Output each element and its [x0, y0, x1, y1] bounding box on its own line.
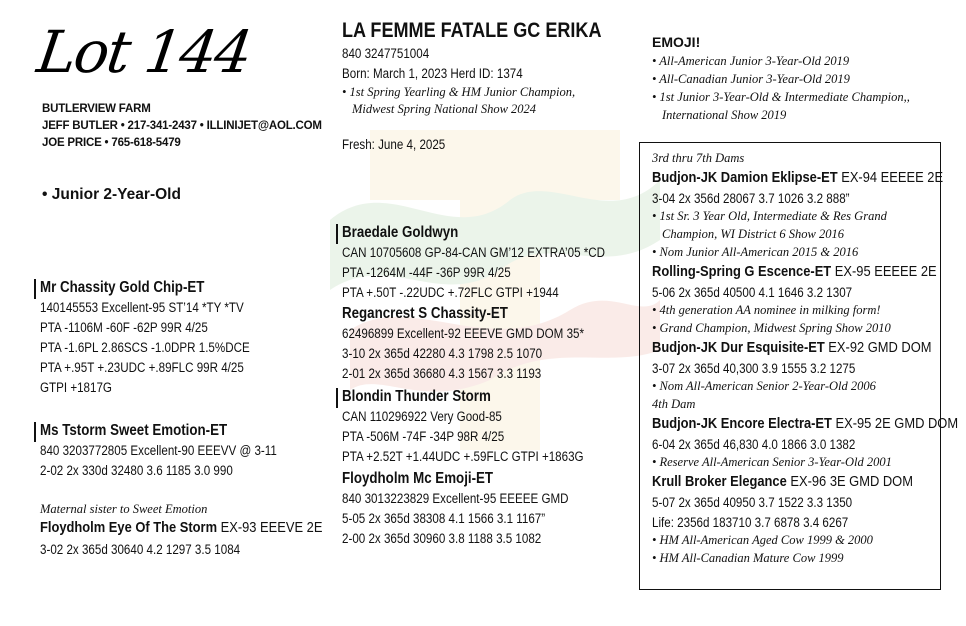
dam5-name: Budjon-JK Dur Esquisite-ET: [652, 339, 825, 356]
chassity-line-2: 3-10 2x 365d 42280 4.3 1798 2.5 1070: [342, 346, 543, 361]
dam4-note-2: • Grand Champion, Midwest Spring Show 2010: [652, 321, 891, 335]
chassity-line-3: 2-01 2x 365d 36680 4.3 1567 3.3 1193: [342, 366, 542, 381]
pedigree-bracket-dam: [34, 422, 36, 442]
dam4-note-1: • 4th generation AA nominee in milking form!: [652, 303, 881, 317]
emoji-line-3: 2-00 2x 365d 30960 3.8 1188 3.5 1082: [342, 531, 542, 546]
dam3-note-2: Champion, WI District 6 Show 2016: [662, 227, 844, 241]
dam5-note-1: • Nom All-American Senior 2-Year-Old 2006: [652, 379, 876, 393]
animal-award-1: • 1st Spring Yearling & HM Junior Champion,: [342, 85, 576, 99]
dam6-score: EX-95 2E GMD DOM: [831, 415, 959, 432]
farm-contact-1: JEFF BUTLER • 217-341-2437 • ILLINIJET@AOL.COM: [42, 120, 322, 132]
sister-line-1: 3-02 2x 365d 30640 4.2 1297 3.5 1084: [40, 542, 241, 557]
goldwyn-name: Braedale Goldwyn: [342, 224, 459, 241]
chassity-line-1: 62496899 Excellent-92 EEEVE GMD DOM 35*: [342, 326, 584, 341]
pedigree-bracket-sire: [34, 279, 36, 299]
dam7-note-1: • HM All-American Aged Cow 1999 & 2000: [652, 533, 873, 547]
dam3-note-3: • Nom Junior All-American 2015 & 2016: [652, 245, 859, 259]
pedigree-bracket-goldwyn: [336, 224, 338, 244]
goldwyn-line-1: CAN 10705608 GP-84-CAN GM’12 EXTRA’05 *CD: [342, 245, 606, 260]
lot-number: Lot 144: [33, 18, 255, 86]
dam6-name: Budjon-JK Encore Electra-ET: [652, 415, 832, 432]
dam7-score: EX-96 3E GMD DOM: [786, 473, 913, 490]
sire-line-2: PTA -1106M -60F -62P 99R 4/25: [40, 320, 208, 335]
emoji-name: Floydholm Mc Emoji-ET: [342, 470, 494, 487]
dam6-note-1: • Reserve All-American Senior 3-Year-Old 2001: [652, 455, 892, 469]
dams-heading: 3rd thru 7th Dams: [652, 151, 745, 165]
dam5-score: EX-92 GMD DOM: [824, 339, 932, 356]
sire-line-5: GTPI +1817G: [40, 380, 112, 395]
storm-line-1: CAN 110296922 Very Good-85: [342, 409, 502, 424]
emoji-line-2: 5-05 2x 365d 38308 4.1 1566 3.1 1167”: [342, 511, 546, 526]
dam3-name: Budjon-JK Damion Eklipse-ET: [652, 169, 838, 186]
dam7-life: Life: 2356d 183710 3.7 6878 3.4 6267: [652, 515, 849, 530]
farm-name: BUTLERVIEW FARM: [42, 103, 151, 115]
dam6-line-1: 6-04 2x 365d 46,830 4.0 1866 3.0 1382: [652, 437, 856, 452]
animal-fresh: Fresh: June 4, 2025: [342, 137, 446, 152]
emoji-award-1: • All-American Junior 3-Year-Old 2019: [652, 54, 850, 68]
emoji-heading: EMOJI!: [652, 34, 701, 50]
animal-award-2: Midwest Spring National Show 2024: [352, 102, 537, 116]
animal-birth: Born: March 1, 2023 Herd ID: 1374: [342, 66, 523, 81]
dam4-score: EX-95 EEEEE 2E: [831, 263, 937, 280]
dam5-line-1: 3-07 2x 365d 40,300 3.9 1555 3.2 1275: [652, 361, 856, 376]
sire-line-4: PTA +.95T +.23UDC +.89FLC 99R 4/25: [40, 360, 244, 375]
farm-contact-2: JOE PRICE • 765-618-5479: [42, 137, 181, 149]
dam4-name: Rolling-Spring G Escence-ET: [652, 263, 832, 280]
sister-name: Floydholm Eye Of The Storm: [40, 519, 218, 536]
dam7-note-2: • HM All-Canadian Mature Cow 1999: [652, 551, 844, 565]
storm-name: Blondin Thunder Storm: [342, 388, 491, 405]
goldwyn-line-3: PTA +.50T -.22UDC +.72FLC GTPI +1944: [342, 285, 559, 300]
dam7-name: Krull Broker Elegance: [652, 473, 787, 490]
storm-line-2: PTA -506M -74F -34P 98R 4/25: [342, 429, 505, 444]
emoji-line-1: 840 3013223829 Excellent-95 EEEEE GMD: [342, 491, 569, 506]
dam-name: Ms Tstorm Sweet Emotion-ET: [40, 422, 228, 439]
emoji-award-3: • 1st Junior 3-Year-Old & Intermediate Champion,,: [652, 90, 910, 104]
sire-line-1: 140145553 Excellent-95 ST’14 *TY *TV: [40, 300, 244, 315]
sister-note: Maternal sister to Sweet Emotion: [40, 502, 208, 516]
sire-name: Mr Chassity Gold Chip-ET: [40, 279, 205, 296]
category-label: • Junior 2-Year-Old: [42, 186, 181, 203]
sister-score: EX-93 EEEVE 2E: [217, 519, 323, 536]
dam7-line-1: 5-07 2x 365d 40950 3.7 1522 3.3 1350: [652, 495, 853, 510]
pedigree-bracket-storm: [336, 388, 338, 408]
emoji-award-4: International Show 2019: [662, 108, 787, 122]
dam3-score: EX-94 EEEEE 2E: [837, 169, 944, 186]
dam-line-2: 2-02 2x 330d 32480 3.6 1185 3.0 990: [40, 463, 233, 478]
emoji-award-2: • All-Canadian Junior 3-Year-Old 2019: [652, 72, 850, 86]
animal-name: LA FEMME FATALE GC ERIKA: [342, 19, 602, 42]
animal-registration: 840 3247751004: [342, 46, 430, 61]
chassity-name: Regancrest S Chassity-ET: [342, 305, 508, 322]
dam-line-1: 840 3203772805 Excellent-90 EEEVV @ 3-11: [40, 443, 277, 458]
sire-line-3: PTA -1.6PL 2.86SCS -1.0DPR 1.5%DCE: [40, 340, 250, 355]
fourth-dam-heading: 4th Dam: [652, 397, 696, 411]
dam4-line-1: 5-06 2x 365d 40500 4.1 1646 3.2 1307: [652, 285, 853, 300]
goldwyn-line-2: PTA -1264M -44F -36P 99R 4/25: [342, 265, 511, 280]
storm-line-3: PTA +2.52T +1.44UDC +.59FLC GTPI +1863G: [342, 449, 584, 464]
dam3-note-1: • 1st Sr. 3 Year Old, Intermediate & Res Grand: [652, 209, 887, 223]
dam3-line-1: 3-04 2x 356d 28067 3.7 1026 3.2 888”: [652, 191, 850, 206]
